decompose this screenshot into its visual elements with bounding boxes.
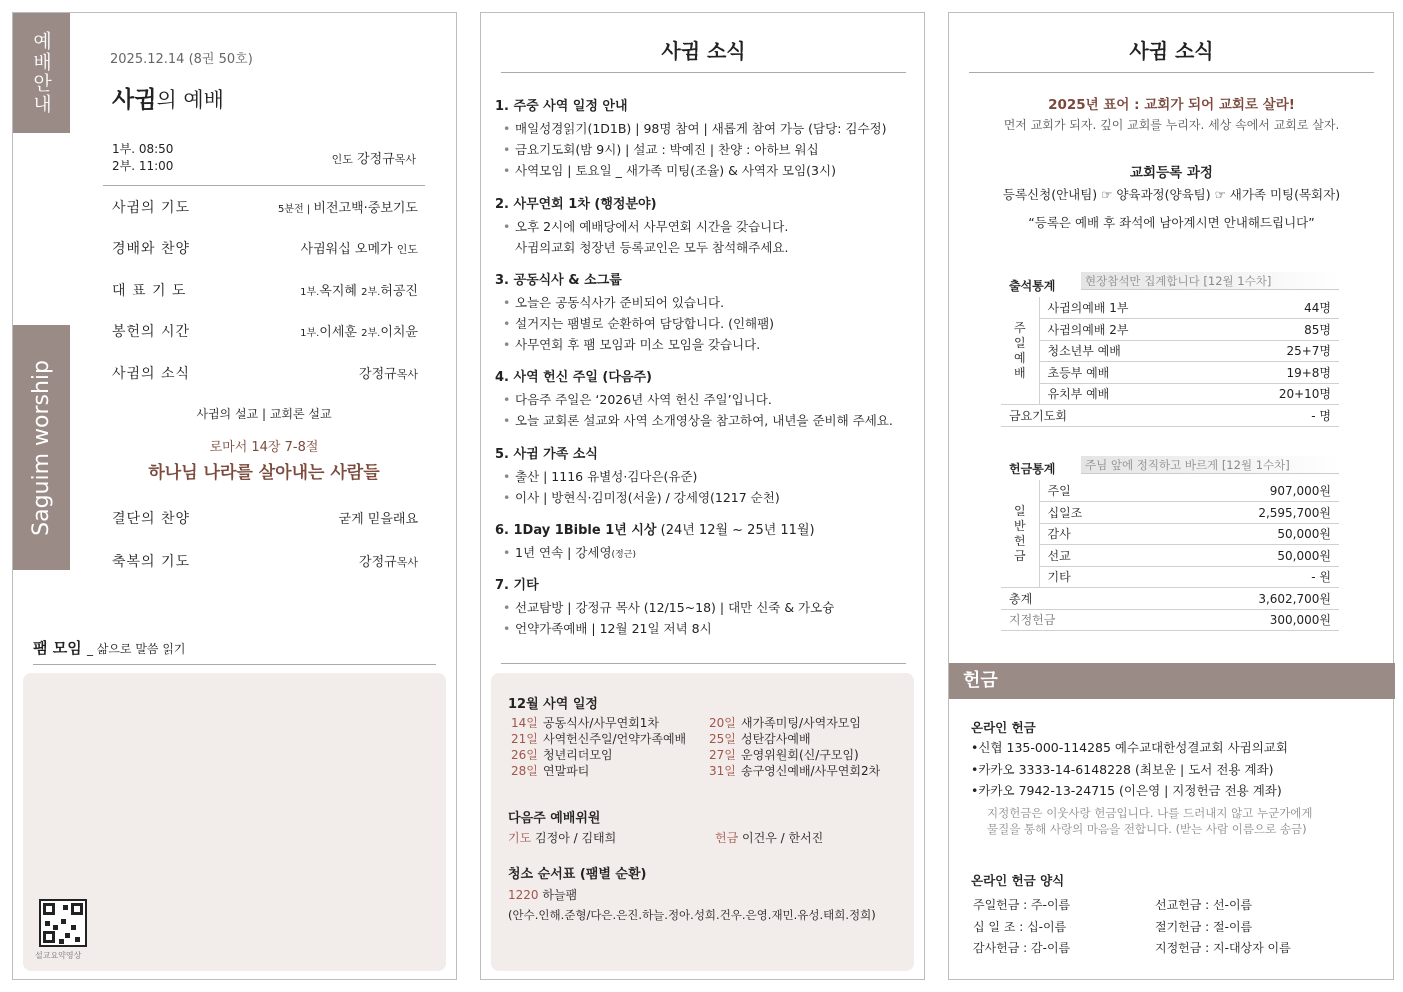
news-item: • 금요기도회(밤 9시) | 설교 : 박예진 | 찬양 : 아하브 워십 <box>495 139 915 160</box>
format-item: 감사헌금 : 감-이름 <box>973 941 1071 955</box>
attendance-table <box>1001 297 1339 427</box>
schedule-right <box>709 715 880 779</box>
table-cell: 유치부 예배 <box>1039 383 1216 405</box>
news-title: 사귐 소식 <box>1129 39 1214 63</box>
service-times <box>112 141 173 175</box>
schedule-text: 사역헌신주일/언약가족예배 <box>543 732 687 746</box>
table-cell: 주일 <box>1039 480 1149 502</box>
table-row <box>1001 297 1339 319</box>
news-item: • 이사 | 방현식·김미정(서울) / 강세영(1217 순천) <box>495 487 915 508</box>
order-note: 1부. <box>300 328 320 339</box>
sermon-reference: 로마서 14장 7-8절 <box>209 440 319 455</box>
table-cell: 총계 <box>1001 588 1149 610</box>
table-row <box>1001 480 1339 502</box>
schedule-text: 성탄감사예배 <box>741 732 811 746</box>
table-row <box>1001 566 1339 588</box>
schedule-text: 새가족미팅/사역자모임 <box>741 716 861 730</box>
schedule-date: 25일 <box>709 732 736 746</box>
worship-guide-tab <box>13 13 70 133</box>
order-item-prayer <box>112 197 418 217</box>
order-note: 목사 <box>396 368 418 381</box>
table-cell: 초등부 예배 <box>1039 362 1216 384</box>
offering-side-label <box>1001 480 1039 588</box>
schedule-entry <box>709 763 880 779</box>
account-list <box>971 737 1288 802</box>
attendance-title: 출석통계 <box>1009 279 1056 293</box>
table-cell: 50,000원 <box>1149 545 1339 567</box>
schedule-entry <box>511 731 686 747</box>
qr-label: 설교요약영상 <box>35 951 82 960</box>
news-item: • 사무연회 후 팸 모임과 미소 모임을 갖습니다. <box>495 334 915 355</box>
schedule-text: 청년리더모임 <box>543 748 613 762</box>
order-label: 사귐의 소식 <box>112 366 191 382</box>
news-item: • 오늘 교회론 설교와 사역 소개영상을 참고하여, 내년을 준비해 주세요. <box>495 410 915 431</box>
news-section-2 <box>495 193 915 258</box>
divider <box>103 185 425 186</box>
sermon-title: 하나님 나라를 살아내는 사람들 <box>148 463 380 483</box>
service-leader <box>332 148 416 167</box>
news-item: • 매일성경읽기(1D1B) | 98명 참여 | 새롭게 참여 가능 (담당: 김수정) <box>495 118 915 139</box>
order-note: 1부. <box>300 287 320 298</box>
schedule-entry <box>511 715 686 731</box>
format-item: 선교헌금 : 선-이름 <box>1155 898 1253 912</box>
offering-format-right <box>1155 895 1291 960</box>
schedule-box <box>491 673 914 971</box>
news-item-text: 1년 연속 | 강세영 <box>515 545 612 560</box>
schedule-date: 28일 <box>511 764 538 778</box>
order-item-news <box>112 363 418 383</box>
format-item: 주일헌금 : 주-이름 <box>973 898 1071 912</box>
order-value: 강정규 <box>359 555 397 570</box>
attendance-note: 현장참석만 집계합니다 [12월 1수차] <box>1081 272 1339 290</box>
order-value: 옥지혜 <box>319 284 357 299</box>
table-row <box>1001 405 1339 427</box>
designated-note-line: 물질을 통해 사랑의 마음을 전합니다. (받는 사람 이름으로 송금) <box>987 822 1307 836</box>
next-offering <box>715 829 823 846</box>
table-cell: 3,602,700원 <box>1149 588 1339 610</box>
heading-tail: (24년 12월 ~ 25년 11월) <box>656 523 815 538</box>
cleaning-fam: 하늘팸 <box>542 888 578 902</box>
order-note: 인도 <box>396 243 418 256</box>
table-cell: 300,000원 <box>1149 609 1339 631</box>
side-label-text: 일 반 헌 금 <box>1013 503 1026 563</box>
fam-title-sub: _ 삶으로 말씀 읽기 <box>86 642 186 656</box>
table-cell: 85명 <box>1216 319 1339 341</box>
news-item-note: (정근) <box>611 550 636 560</box>
format-item: 지정헌금 : 지-대상자 이름 <box>1155 941 1291 955</box>
schedule-entry <box>511 747 686 763</box>
table-cell: 44명 <box>1216 297 1339 319</box>
offering-section-header: 헌금 <box>949 663 1395 699</box>
table-row <box>1001 523 1339 545</box>
schedule-title: 12월 사역 일정 <box>508 697 598 712</box>
schedule-entry <box>709 731 880 747</box>
registration-note: “등록은 예배 후 좌석에 남아계시면 안내해드립니다” <box>1028 215 1315 230</box>
news-section-heading: 5. 사귐 가족 소식 <box>495 447 598 462</box>
divider <box>501 663 906 664</box>
service-time-1: 1부. 08:50 <box>112 142 174 156</box>
news-section-heading: 3. 공동식사 & 소그룹 <box>495 273 622 288</box>
schedule-entry <box>709 747 880 763</box>
schedule-left <box>511 715 686 779</box>
news-section-heading: 2. 사무연회 1차 (행정분야) <box>495 197 657 212</box>
fam-title-main: 팸 모임 <box>33 639 82 657</box>
order-label: 경배와 찬양 <box>112 241 191 257</box>
table-cell: 19+8명 <box>1216 362 1339 384</box>
schedule-entry <box>709 715 880 731</box>
divider <box>969 72 1374 73</box>
online-offering-title: 온라인 헌금 <box>971 720 1036 735</box>
table-row <box>1001 502 1339 524</box>
service-title <box>112 81 224 114</box>
order-note: 2부. <box>361 328 381 339</box>
schedule-date: 21일 <box>511 732 538 746</box>
registration-steps: 등록신청(안내팀) ☞ 양육과정(양육팀) ☞ 새가족 미팅(목회자) <box>1002 187 1341 202</box>
order-item-offering <box>112 321 418 341</box>
service-time-2: 2부. 11:00 <box>112 159 174 173</box>
order-label: 봉헌의 시간 <box>112 324 191 340</box>
order-value: 허공진 <box>380 284 418 299</box>
next-offering-label: 헌금 <box>715 831 739 845</box>
news-item: • 출산 | 1116 유별성·김다은(유준) <box>495 466 915 487</box>
news-item: • 다음주 주일은 ‘2026년 사역 헌신 주일’입니다. <box>495 389 915 410</box>
table-cell: 선교 <box>1039 545 1149 567</box>
account-item[interactable]: •신협 135-000-114285 예수교대한성결교회 사귐의교회 <box>971 740 1288 755</box>
news-section-4 <box>495 366 915 431</box>
order-note: 5분전 | <box>277 204 314 215</box>
order-label: 축복의 기도 <box>112 554 191 570</box>
schedule-text: 연말파티 <box>543 764 590 778</box>
cleaning-current <box>508 886 577 903</box>
heading-main: 6. 1Day 1Bible 1년 시상 <box>495 523 657 538</box>
order-value: 강정규 <box>359 367 397 382</box>
table-cell: 금요기도회 <box>1001 405 1216 427</box>
offering-table <box>1001 480 1339 631</box>
next-offering-names: 이건우 / 한서진 <box>742 831 824 845</box>
order-note: 목사 <box>396 556 418 569</box>
account-item[interactable]: •카카오 7942-13-24715 (이은영 | 지정헌금 전용 계좌) <box>971 783 1282 798</box>
news-item: • 언약가족예배 | 12월 21일 저녁 8시 <box>495 618 915 639</box>
table-cell: 25+7명 <box>1216 340 1339 362</box>
schedule-date: 31일 <box>709 764 736 778</box>
attendance-side-label <box>1001 297 1039 405</box>
side-label-text: 주 일 예 배 <box>1013 320 1026 380</box>
news-panel <box>480 12 925 980</box>
sermon-label: 사귐의 설교 | 교회론 설교 <box>196 407 332 421</box>
schedule-text: 송구영신예배/사무연회2차 <box>741 764 881 778</box>
table-cell: 907,000원 <box>1149 480 1339 502</box>
order-item-decision-song <box>112 508 418 528</box>
registration-title: 교회등록 과정 <box>1130 165 1213 181</box>
table-cell: 사귐의예배 1부 <box>1039 297 1216 319</box>
news-item <box>495 542 915 566</box>
schedule-entry <box>511 763 686 779</box>
cleaning-date: 1220 <box>508 888 539 902</box>
schedule-date: 20일 <box>709 716 736 730</box>
table-cell: 기타 <box>1039 566 1149 588</box>
leader-prefix: 인도 <box>331 153 353 166</box>
table-cell: 2,595,700원 <box>1149 502 1339 524</box>
format-item: 절기헌금 : 절-이름 <box>1155 919 1253 934</box>
saguim-worship-tab <box>13 325 70 570</box>
order-item-rep-prayer <box>112 280 418 300</box>
bulletin-date: 2025.12.14 (8권 50호) <box>110 52 253 67</box>
news-section-heading: 1. 주중 사역 일정 안내 <box>495 99 628 114</box>
cleaning-members: (안수.인해.준형/다은.은진.하늘.정아.성희.건우.은영.재민.유성.태희.정희) <box>508 908 876 922</box>
news-section-heading <box>495 519 915 538</box>
next-prayer-label: 기도 <box>508 831 532 845</box>
table-cell: - 원 <box>1149 566 1339 588</box>
order-note: 2부. <box>361 287 381 298</box>
news-section-5 <box>495 443 915 508</box>
table-row <box>1001 383 1339 405</box>
table-row <box>1001 588 1339 610</box>
next-prayer <box>508 829 616 846</box>
table-row <box>1001 340 1339 362</box>
cleaning-title: 청소 순서표 (팸별 순환) <box>508 867 647 882</box>
order-label: 결단의 찬양 <box>112 511 191 527</box>
table-cell: 청소년부 예배 <box>1039 340 1216 362</box>
news-item: • 선교탐방 | 강정규 목사 (12/15~18) | 대만 신죽 & 가오슝 <box>495 597 915 618</box>
news-item: 사귐의교회 청장년 등록교인은 모두 참석해주세요. <box>515 240 789 255</box>
news-item: • 오늘은 공동식사가 준비되어 있습니다. <box>495 292 915 313</box>
qr-code-icon[interactable] <box>39 899 87 947</box>
table-cell: 20+10명 <box>1216 383 1339 405</box>
schedule-date: 14일 <box>511 716 538 730</box>
worship-panel <box>12 12 457 980</box>
saguim-worship-label: Saguim worship <box>29 359 54 536</box>
news-item: • 사역모임 | 토요일 _ 새가족 미팅(조율) & 사역자 모임(3시) <box>495 160 915 181</box>
order-value: 사귐워십 오메가 <box>300 242 393 257</box>
table-row <box>1001 545 1339 567</box>
news-section-7 <box>495 574 915 639</box>
motto: 2025년 표어 : 교회가 되어 교회로 살라! <box>1048 97 1295 113</box>
table-row <box>1001 609 1339 631</box>
format-item: 십 일 조 : 십-이름 <box>973 919 1067 934</box>
table-cell: 50,000원 <box>1149 523 1339 545</box>
order-value: 굳게 믿을래요 <box>338 512 418 527</box>
table-cell: 감사 <box>1039 523 1149 545</box>
schedule-text: 공동식사/사무연회1차 <box>543 716 660 730</box>
account-item[interactable]: •카카오 3333-14-6148228 (최보운 | 도서 전용 계좌) <box>971 761 1274 777</box>
worship-guide-label: 예배안내 <box>30 31 52 115</box>
table-cell: - 명 <box>1216 405 1339 427</box>
order-item-blessing <box>112 551 418 571</box>
schedule-date: 26일 <box>511 748 538 762</box>
leader-name: 강정규 <box>357 152 395 167</box>
news-item: • 오후 2시에 예배당에서 사무연회 시간을 갖습니다. <box>495 216 915 237</box>
table-cell: 십일조 <box>1039 502 1149 524</box>
news-item: • 설거지는 팸별로 순환하여 담당합니다. (인해팸) <box>495 313 915 334</box>
service-title-rest: 의 예배 <box>156 88 224 112</box>
service-title-main: 사귐 <box>112 87 157 113</box>
fam-meeting-title <box>33 637 186 658</box>
order-value: 이치윤 <box>380 325 418 340</box>
designated-note-line: 지정헌금은 이웃사랑 헌금입니다. 나를 드러내지 않고 누군가에게 <box>987 806 1313 820</box>
news-section-heading: 4. 사역 헌신 주일 (다음주) <box>495 370 652 385</box>
order-value: 비전고백·중보기도 <box>313 201 418 216</box>
news-section-6 <box>495 519 915 566</box>
divider <box>501 72 906 73</box>
offering-note: 주님 앞에 정직하고 바르게 [12월 1수차] <box>1081 456 1339 474</box>
offering-format-left <box>973 895 1070 960</box>
offering-title: 헌금통계 <box>1009 462 1056 476</box>
table-cell: 지정헌금 <box>1001 609 1149 631</box>
motto-sub: 먼저 교회가 되자. 깊이 교회를 누리자. 세상 속에서 교회로 살자. <box>1003 118 1340 132</box>
schedule-date: 27일 <box>709 748 736 762</box>
table-cell: 사귐의예배 2부 <box>1039 319 1216 341</box>
order-label: 대 표 기 도 <box>112 283 187 299</box>
stats-panel <box>948 12 1394 980</box>
news-title: 사귐 소식 <box>661 39 746 63</box>
table-row <box>1001 362 1339 384</box>
order-item-praise <box>112 238 418 258</box>
leader-title: 목사 <box>394 153 416 166</box>
schedule-text: 운영위원회(신/구모임) <box>741 748 859 762</box>
next-prayer-names: 김정아 / 김태희 <box>535 831 617 845</box>
news-section-heading: 7. 기타 <box>495 578 539 593</box>
order-label: 사귐의 기도 <box>112 200 191 216</box>
divider <box>33 664 436 665</box>
table-row <box>1001 319 1339 341</box>
next-worship-title: 다음주 예배위원 <box>508 811 601 826</box>
offering-format-title: 온라인 헌금 양식 <box>971 873 1065 888</box>
order-value: 이세훈 <box>319 325 357 340</box>
news-section-1 <box>495 95 915 181</box>
designated-note <box>987 805 1313 837</box>
news-section-3 <box>495 269 915 355</box>
